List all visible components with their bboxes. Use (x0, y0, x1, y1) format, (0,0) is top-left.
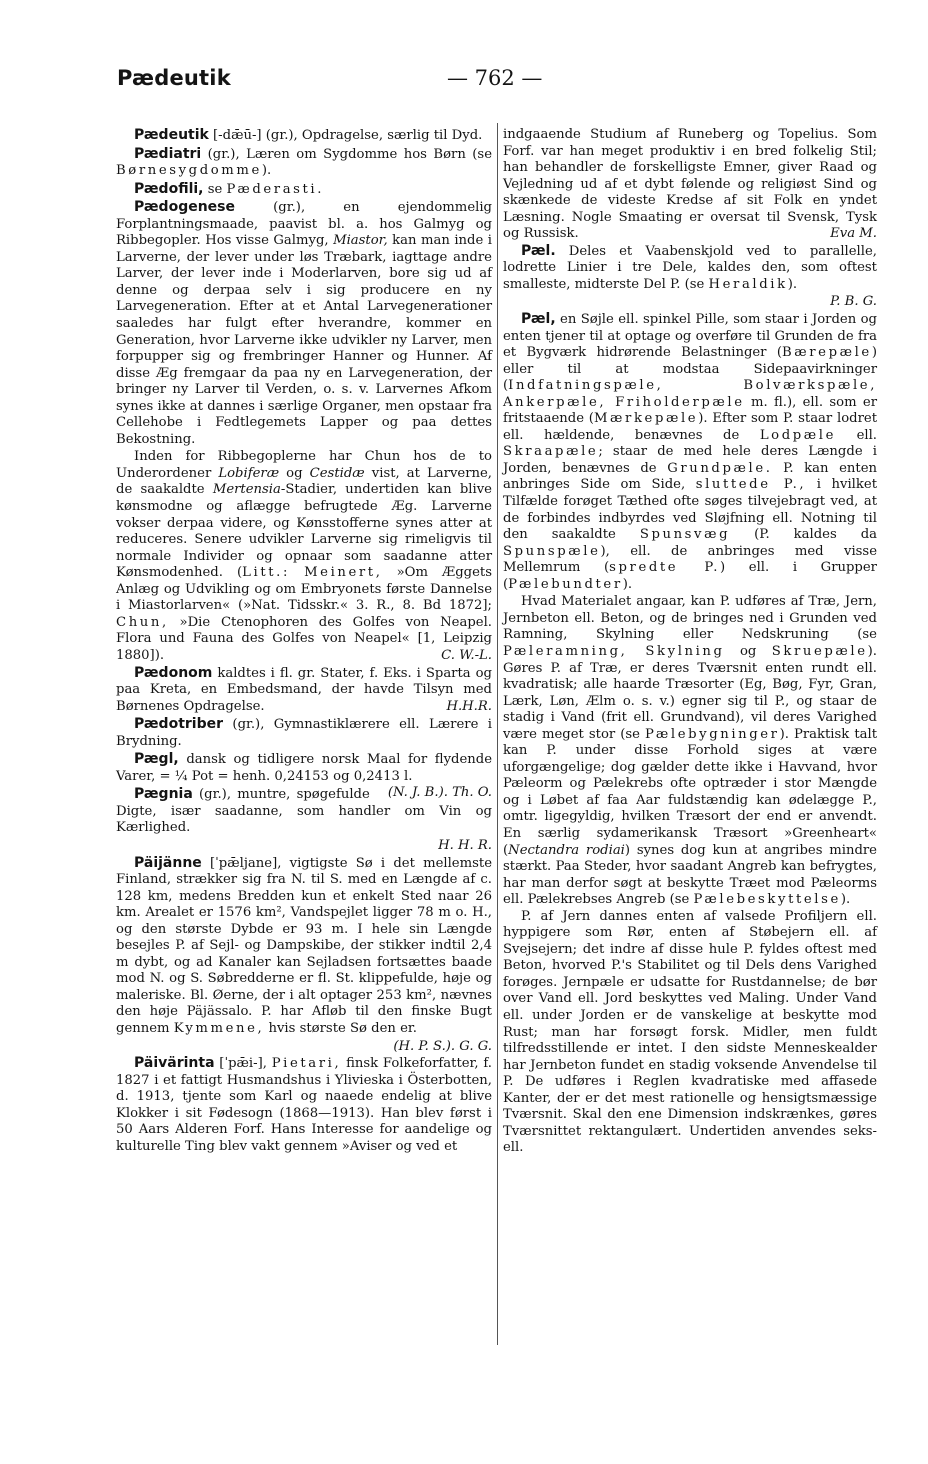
paivarinta-continuation: indgaaende Studium af Runeberg og Topelius. Som Forf. var han meget produktiv i en bred folkelig Stil; han behandler de forskelligste Emner, giver Raad og Vejledning ud af et dybt følende og religiøst Sind og skænkede de videste Kredse af sit Folk en yndet Læsning. Nogle Smaating er oversat til Svensk, Tysk og Russisk. Eva M. (503, 127, 877, 242)
cross-reference: Pæderasti. (226, 181, 325, 197)
entry-paedofili: Pædofili, se Pæderasti. (134, 180, 325, 197)
page-header (117, 66, 877, 106)
running-head: Pædeutik (117, 66, 231, 90)
entry-paivarinta: Päivärinta [ˈpǣi-], Pietari, finsk Folkeforfatter, f. 1827 i et fattigt Husmandshus i Ylivieska i Österbotten, d. 1913, tjente som Karl og naaede endelig at blive Klokker i sit Fødesogn (1868—1913). Han blev først i 50 Aars Alderen Forf. Hans Interesse for aandelige og kulturelle Ting blev vakt gennem »Aviser og ved et (116, 1055, 492, 1154)
headword: Pægl, (134, 751, 179, 768)
cross-reference: Kymmene, (173, 1020, 265, 1036)
right-column (503, 127, 877, 1157)
entry-paegl: Pægl, dansk og tidligere norsk Maal for flydende Varer, = ¼ Pot = henh. 0,24153 og 0,2413 l. (N. J. B.). Th. O. (116, 751, 492, 801)
headword: Päijänne (134, 854, 202, 871)
paedogenese-paragraph-2: Inden for Ribbegoplerne har Chun hos de to Underordener Lobiferæ og Cestidæ vist, at Larverne, de saakaldte Mertensia-Stadier, undertiden kan blive kønsmodne og aflægge befrugtede Æg. Larverne vokser derpaa videre, og Kønsstofferne synes atter at reduceres. Senere udvikler Larverne sig rimeligvis til normale Individer og opnaar som saadanne atter Kønsmodenhed. (Litt.: Meinert, »Om Æggets Anlæg og Udvikling og om Embryonets første Dannelse i Miastorlarven« (»Nat. Tidsskr.« 3. R., 8. Bd 1872]; Chun, »Die Ctenophoren des Golfes von Neapel. Flora und Fauna des Golfes von Neapel« [1, Leipzig 1880]). C. W.-L. (116, 449, 493, 663)
entry-pael-pile: Pæl, en Søjle ell. spinkel Pille, som staar i Jorden og enten tjener til at optage og overføre til Grunden de fra et Bygværk hidrørende Belastninger (Bærepæle) eller til at modstaa Sidepaavirkninger (Indfatningspæle, Bolværkspæle, Ankerpæle, Friholderpæle m. fl.), ell. som er fritstaaende (Mærkepæle). Efter som P. staar lodret ell. hældende, benævnes de Lodpæle ell. Skraapæle; staar de med hele deres Længde i Jorden, benævnes de Grundpæle. P. kan enten anbringes Side om Side, sluttede P., i hvilket Tilfælde forøget Tæthed ofte søges tilvejebragt ved, at de forbindes indbyrdes ved Sløjfning ell. Notning til den saakaldte Spunsvæg (P. kaldes da Spunspæle), ell. de anbringes med visse Mellemrum (spredte P.) ell. i Grupper (Pælebundter). (503, 311, 878, 592)
entry-paedotriber: Pædotriber (gr.), Gymnastiklærere ell. Lærere i Brydning. (116, 716, 492, 749)
author-signature: C. W.-L. (441, 647, 492, 663)
headword: Pægnia (134, 786, 193, 803)
author-signature: H.H.R. (446, 698, 492, 714)
author-signature: Eva M. (830, 226, 877, 242)
headword: Pæl. (521, 242, 556, 259)
pael-paragraph-material: Hvad Materialet angaar, kan P. udføres af Træ, Jern, Jernbeton ell. Beton, og de bringes ned i Grunden ved Ramning, Skylning eller Nedskruning (se Pæleramning, Skylning og Skruepæle). Gøres P. af Træ, er deres Tværsnit enten rundt ell. kvadratisk; alle haarde Træsorter (Eg, Bøg, Fyr, Gran, Lærk, Løn, Ælm o. s. v.) egner sig til P., og staar de stadig i Vand (frit ell. Grundvand), vil deres Varighed være meget stor (se Pælebygninger). Praktisk talt kan P. under disse Forhold siges at være uforgængelige; dog gælder dette ikke i Havvand, hvor Pæleorm og Pælekrebs ofte optræder i stor Mængde og i Løbet af faa Aar fuldstændig kan ødelægge P., omtr. ligegyldig, hvilken Træsort der end er anvendt. En særlig sydamerikansk Træsort »Greenheart« (Nectandra rodiai) synes dog kun at angribes mindre stærkt. Paa Steder, hvor saadant Angreb kan befrygtes, har man derfor søgt at beskytte Træet mod Pæleorms ell. Pælekrebses Angreb (se Pælebeskyttelse). (503, 594, 877, 908)
entry-paijanne: Päijänne [ˈpǣljane], vigtigste Sø i det mellemste Finland, strækker sig fra N. til S. med en Længde af c. 128 km, medens Bredden kun et enkelt Sted naar 26 km. Arealet er 1576 km², Vandspejlet ligger 78 m o. H., og den største Dybde er 93 m. I hele sin Længde besejles P. af Sejl- og Dampskibe, der stikker indtil 2,4 m dybt, og ad Kanaler kan Sejladsen fortsættes baade mod N. og S. Søbredderne er fl. St. klippefulde, høje og maleriske. Bl. Øerne, der i alt optager 253 km², nævnes den høje Päjässalo. P. har Afløb til den finske Bugt gennem Kymmene, hvis største Sø den er. (116, 854, 492, 1036)
author-signature: H. H. R. (438, 837, 492, 853)
headword: Pædogenese (134, 199, 236, 216)
author-signature: (N. J. B.). Th. O. (387, 785, 492, 801)
headword: Pædofili, (134, 180, 204, 197)
column-divider (497, 123, 498, 1345)
headword: Pæl, (521, 311, 556, 328)
headword: Pædeutik (134, 127, 209, 143)
entry-paediatri: Pædiatri (gr.), Læren om Sygdomme hos Børn (se Børnesygdomme). (116, 145, 492, 179)
cross-reference: Heraldik (708, 276, 788, 292)
headword: Pædiatri (134, 145, 202, 162)
entry-paedonom: Pædonom kaldtes i fl. gr. Stater, f. Eks. i Sparta og paa Kreta, en Embedsmand, der havde Tilsyn med Børnenes Opdragelse. H.H.R. (116, 664, 492, 714)
page-number: — 762 — (447, 66, 543, 90)
entry-pael-heraldic: Pæl. Deles et Vaabenskjold ved to parallelle, lodrette Linier i tre Dele, kaldes den, som oftest smalleste, midterste Del P. (se Heraldik). (503, 242, 877, 292)
pael-paragraph-iron: P. af Jern dannes enten af valsede Profiljern ell. hyppigere som Rør, enten af Støbejern ell. af Svejsejern; det indre af disse hule P. fyldes oftest med Beton, hvorved P.'s Stabilitet og til Dels dens Varighed forøges. Jernpæle er udsatte for Rustdannelse; de bør over Vand ell. Jord beskyttes ved Maling. Under Vand ell. under Jorden er de vanskelige at beskytte mod Rust; man har forsøgt forsk. Midler, men fuldt tilfredsstillende er intet. I den sidste Menneskealder har Jernbeton fundet en stadig voksende Anvendelse til P. De udføres i Reglen kvadratiske med affasede Kanter, der er det mest rationelle og hensigtsmæssige Tværsnit. Skal den ene Dimension indskrænkes, gøres Tværsnittet rektangulært. Undertiden anvendes seks- ell. (503, 908, 877, 1156)
entry-paegnia: Pægnia (gr.), muntre, spøgefulde Digte, især saadanne, som handler om Vin og Kærlighed. (116, 786, 492, 836)
entry-paedogenese: Pædogenese (gr.), en ejendommelig Forplantningsmaade, paavist bl. a. hos Galmyg og Ribbegopler. Hos visse Galmyg, Miastor, kan man inde i Larverne, der lever under løs Træbark, iagttage andre Larver, der lever inde i Moderlarven, bore sig ud af denne og derpaa selv i sig producere en ny Larvegeneration. Efter at et Antal Larvegenerationer saaledes har fulgt efter hverandre, kommer en Generation, hvor Larverne ikke udvikler ny Larver, men forpupper sig og frembringer Hanner og Hunner. Af disse Æg fremgaar da paa ny en Larvegeneration, der bringer ny Larver til Verden, o. s. v. Larvernes Afkom synes ikke at dannes i særlige Organer, men opstaar fra Cellehobe i Fedtlegemets Lapper og paa dettes Bekostning. (116, 199, 492, 447)
entry-paedeutik: Pædeutik [-dǣū-] (gr.), Opdragelse, særlig til Dyd. (134, 127, 483, 143)
cross-reference: Børnesygdomme (116, 163, 262, 179)
author-signature: (H. P. S.). G. G. (393, 1038, 492, 1054)
headword: Päivärinta (134, 1055, 215, 1072)
headword: Pædonom (134, 664, 213, 681)
left-column (116, 127, 492, 1156)
author-signature: P. B. G. (830, 294, 877, 310)
headword: Pædotriber (134, 716, 224, 733)
